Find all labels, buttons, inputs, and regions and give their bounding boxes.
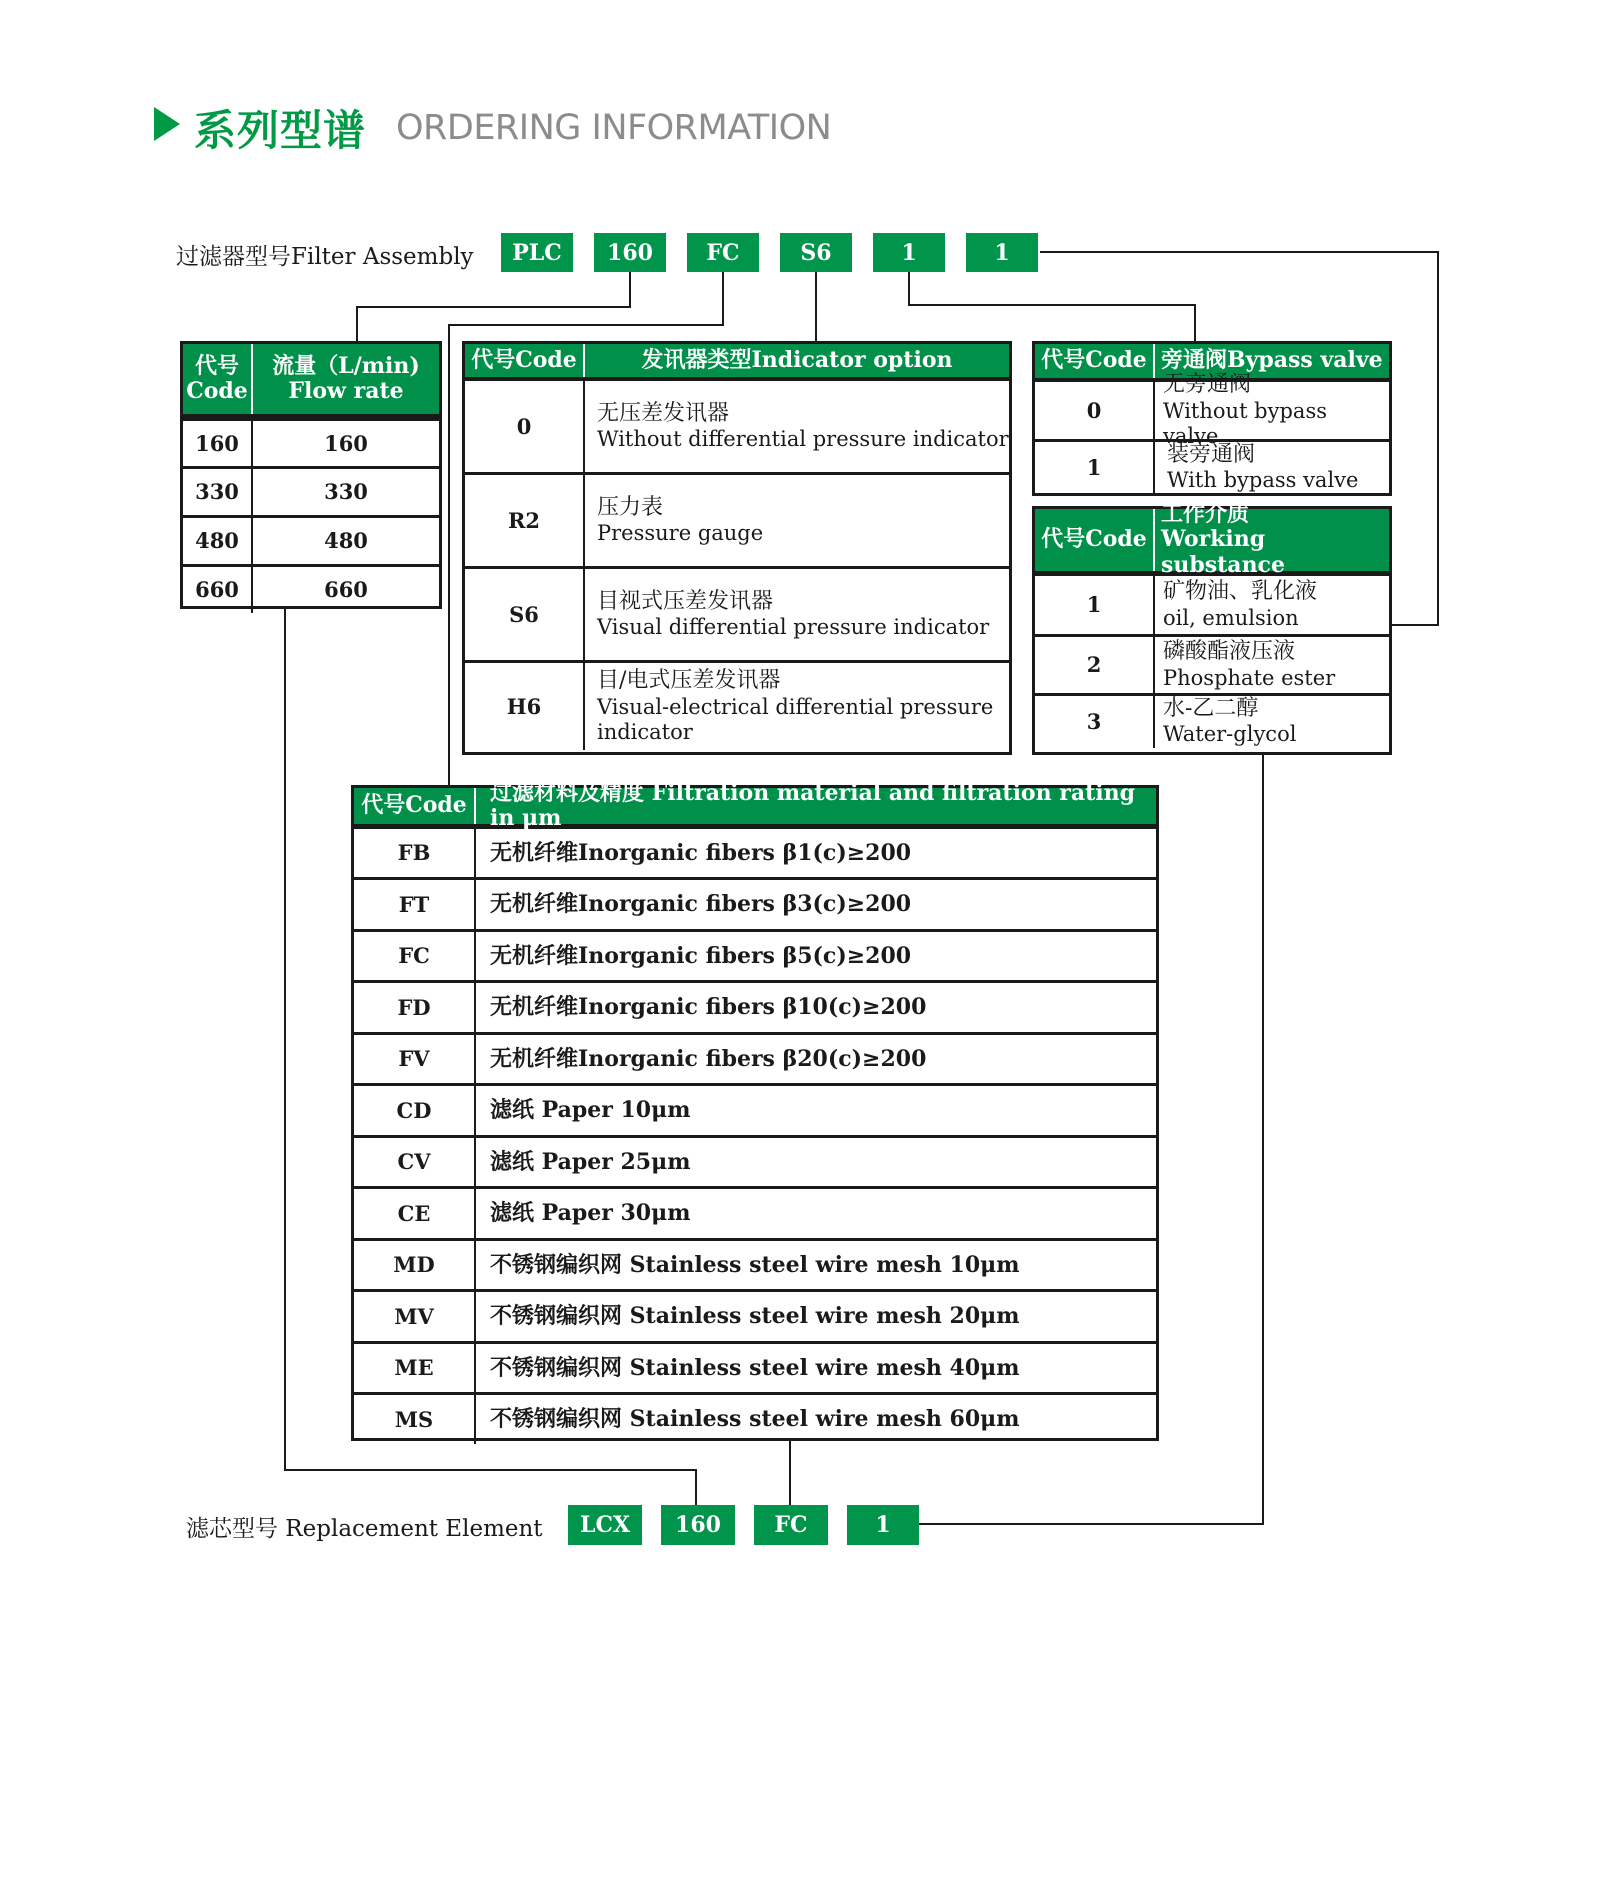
bypass-header-code: 代号Code: [1035, 344, 1155, 378]
indicator-header-desc: 发讯器类型Indicator option: [641, 346, 953, 373]
table-row: [465, 566, 1009, 660]
filtration-desc-cell: 无机纤维Inorganic fibers β1(c)≥200: [490, 839, 912, 866]
filtration-desc-cell: 滤纸 Paper 30μm: [490, 1200, 691, 1227]
filtration-desc-cell: 不锈钢编织网 Stainless steel wire mesh 40μm: [490, 1354, 1020, 1381]
substance-desc-cell: [1155, 637, 1389, 693]
substance-code-cell: 1: [1035, 576, 1155, 634]
assembly-code-series: PLC: [501, 233, 573, 272]
indicator-table-header: [465, 344, 1009, 381]
indicator-header-code: 代号Code: [465, 344, 585, 377]
table-row: [1035, 439, 1389, 494]
table-row: [1035, 372, 1389, 448]
flow-value-cell: 480: [324, 528, 368, 554]
table-row: [354, 1032, 1156, 1084]
flow-code-cell: 330: [183, 469, 253, 515]
indicator-desc-cell: [585, 475, 1009, 566]
element-code-substance: 1: [847, 1505, 919, 1545]
flow-value-cell: 660: [324, 577, 368, 603]
filtration-code-cell: MD: [354, 1241, 476, 1290]
filtration-desc-cell: 无机纤维Inorganic fibers β5(c)≥200: [490, 942, 912, 969]
indicator-code-cell: S6: [465, 569, 585, 660]
bypass-desc-en: Without bypass valve: [1163, 398, 1328, 448]
filtration-desc-cell: 滤纸 Paper 25μm: [490, 1148, 691, 1175]
substance-code-cell: 3: [1035, 696, 1155, 748]
indicator-desc-cn: 压力表: [597, 494, 664, 520]
bypass-desc-cell: [1155, 372, 1389, 448]
filtration-desc-cell: 滤纸 Paper 10μm: [490, 1097, 691, 1124]
filtration-table: [351, 779, 1159, 1441]
assembly-code-bypass: 1: [873, 233, 945, 272]
filtration-code-cell: CD: [354, 1086, 476, 1135]
bypass-desc-cn: 无旁通阀: [1163, 372, 1252, 398]
working-substance-table: [1032, 501, 1392, 755]
substance-desc-cn: 水-乙二醇: [1163, 696, 1259, 721]
substance-header-code: 代号Code: [1035, 509, 1155, 571]
flow-rate-table: [180, 341, 442, 609]
table-row: [354, 1289, 1156, 1341]
indicator-desc-cn: 无压差发讯器: [597, 400, 730, 426]
table-row: [354, 1135, 1156, 1187]
filtration-header-desc: 过滤材料及精度 Filtration material and filtration rating in μm: [490, 779, 1136, 831]
table-row: [465, 660, 1009, 750]
bypass-header-desc: 旁通阀Bypass valve: [1161, 347, 1383, 374]
flow-header-flow: 流量（L/min) Flow rate: [272, 352, 420, 404]
substance-table-header: [1035, 501, 1389, 578]
indicator-desc-cell: [585, 381, 1009, 472]
bypass-desc-cell: [1155, 442, 1389, 494]
flow-value-cell: 330: [324, 479, 368, 505]
filtration-code-cell: MS: [354, 1395, 476, 1444]
filtration-code-cell: FD: [354, 983, 476, 1032]
table-row: [1035, 693, 1389, 748]
table-row: [354, 1238, 1156, 1290]
filtration-code-cell: FT: [354, 880, 476, 929]
substance-desc-en: Phosphate ester: [1163, 665, 1336, 690]
element-code-flow: 160: [661, 1505, 735, 1545]
table-row: [354, 1186, 1156, 1238]
table-row: [183, 515, 439, 564]
substance-desc-cn: 矿物油、乳化液: [1163, 579, 1318, 605]
assembly-code-flow: 160: [594, 233, 666, 272]
table-row: [1035, 634, 1389, 693]
filtration-desc-cell: 不锈钢编织网 Stainless steel wire mesh 20μm: [490, 1303, 1020, 1330]
table-row: [183, 421, 439, 466]
filtration-table-header: [354, 779, 1156, 831]
indicator-desc-en: Without differential pressure indicator: [597, 427, 1009, 452]
filtration-code-cell: ME: [354, 1344, 476, 1393]
flow-value-cell: 160: [324, 430, 368, 456]
table-row: [354, 1341, 1156, 1393]
indicator-table: [462, 341, 1012, 755]
table-row: [465, 472, 1009, 566]
filtration-desc-cell: 无机纤维Inorganic fibers β20(c)≥200: [490, 1045, 927, 1072]
filtration-desc-cell: 无机纤维Inorganic fibers β3(c)≥200: [490, 891, 912, 918]
filtration-code-cell: CV: [354, 1138, 476, 1187]
connector-bypass: [909, 272, 1195, 341]
indicator-desc-cn: 目/电式压差发讯器: [597, 668, 781, 694]
substance-desc-cell: [1155, 696, 1389, 748]
flow-code-cell: 660: [183, 567, 253, 613]
heading-title-cn: 系列型谱: [194, 106, 367, 155]
assembly-code-substance: 1: [966, 233, 1038, 272]
assembly-code-indicator: S6: [780, 233, 852, 272]
table-row: [354, 980, 1156, 1032]
indicator-desc-cell: [585, 663, 1009, 750]
bypass-code-cell: 1: [1035, 442, 1155, 494]
connector-flow: [357, 272, 630, 341]
indicator-desc-cn: 目视式压差发讯器: [597, 588, 774, 614]
indicator-desc-en: Pressure gauge: [597, 521, 764, 546]
filtration-desc-cell: 无机纤维Inorganic fibers β10(c)≥200: [490, 994, 927, 1021]
replacement-element-label: 滤芯型号 Replacement Element: [186, 1516, 543, 1542]
table-row: [1035, 576, 1389, 634]
flow-code-cell: 480: [183, 518, 253, 564]
substance-desc-en: oil, emulsion: [1163, 605, 1299, 630]
indicator-code-cell: 0: [465, 381, 585, 472]
filtration-code-cell: FB: [354, 829, 476, 877]
flow-code-cell: 160: [183, 421, 253, 466]
table-row: [354, 829, 1156, 877]
substance-desc-cn: 磷酸酯液压液: [1163, 639, 1296, 665]
indicator-desc-en: Visual-electrical differential pressure indicator: [597, 694, 994, 744]
filtration-code-cell: FV: [354, 1035, 476, 1084]
bypass-valve-table: [1032, 341, 1392, 496]
flow-header-code: 代号 Code: [183, 344, 253, 414]
substance-header-desc: 工作介质 Working substance: [1161, 501, 1285, 578]
indicator-desc-en: Visual differential pressure indicator: [597, 615, 990, 640]
heading-title-en: ORDERING INFORMATION: [396, 108, 832, 148]
bypass-desc-cn: 装旁通阀: [1167, 442, 1256, 467]
filtration-rows: [354, 829, 1156, 1444]
substance-code-cell: 2: [1035, 637, 1155, 693]
flow-table-header: [183, 344, 439, 421]
element-code-filtration: FC: [754, 1505, 828, 1545]
indicator-desc-cell: [585, 569, 1009, 660]
filter-assembly-label: 过滤器型号Filter Assembly: [176, 244, 474, 270]
filtration-desc-cell: 不锈钢编织网 Stainless steel wire mesh 10μm: [490, 1251, 1020, 1278]
substance-desc-cell: [1155, 576, 1389, 634]
indicator-code-cell: R2: [465, 475, 585, 566]
table-row: [354, 1083, 1156, 1135]
table-row: [183, 564, 439, 613]
bypass-code-cell: 0: [1035, 382, 1155, 439]
assembly-code-filtration: FC: [687, 233, 759, 272]
table-row: [354, 1392, 1156, 1444]
filtration-desc-cell: 不锈钢编织网 Stainless steel wire mesh 60μm: [490, 1406, 1020, 1433]
element-code-series: LCX: [568, 1505, 642, 1545]
table-row: [354, 877, 1156, 929]
table-row: [465, 381, 1009, 472]
table-row: [354, 929, 1156, 981]
table-row: [183, 466, 439, 515]
filtration-code-cell: MV: [354, 1292, 476, 1341]
filtration-header-code: 代号Code: [354, 788, 476, 824]
substance-desc-en: Water-glycol: [1163, 722, 1297, 747]
bypass-desc-en: With bypass valve: [1167, 468, 1359, 493]
filtration-code-cell: FC: [354, 932, 476, 981]
indicator-code-cell: H6: [465, 663, 585, 750]
filtration-code-cell: CE: [354, 1189, 476, 1238]
